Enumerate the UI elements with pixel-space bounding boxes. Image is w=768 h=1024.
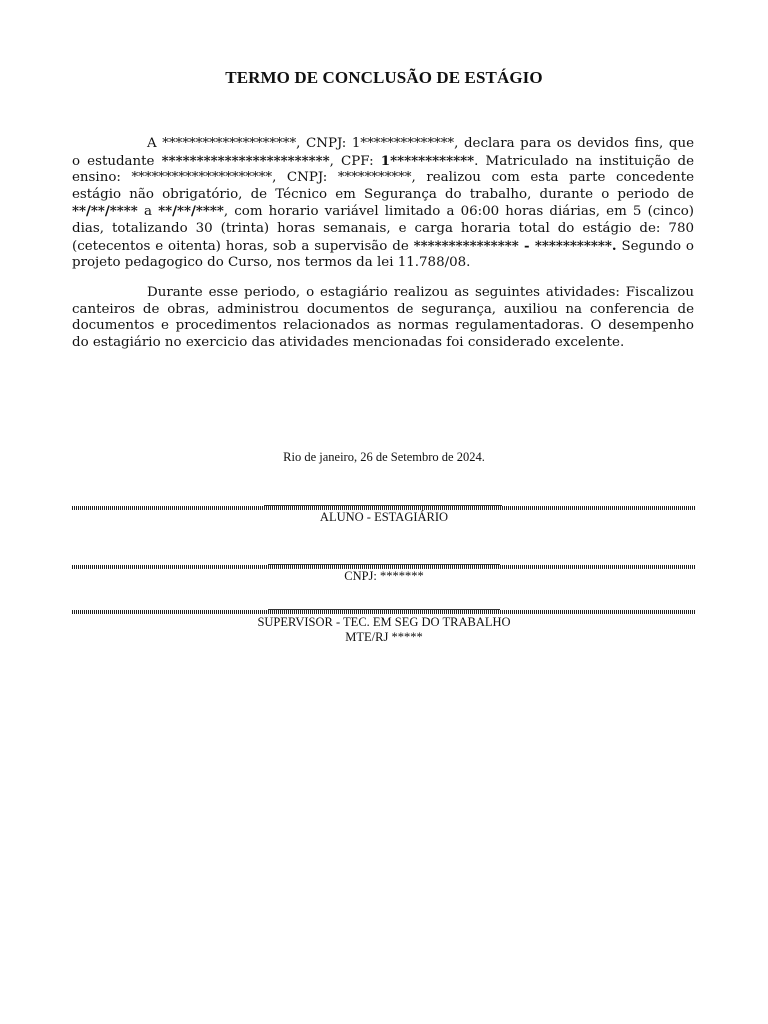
supervisor-name: *************** - ***********. <box>413 237 617 254</box>
signature-label-student: ALUNO - ESTAGIÁRIO <box>319 510 449 524</box>
signature-label-supervisor-registration: MTE/RJ ***** <box>345 630 423 644</box>
signature-divider-supervisor <box>72 610 696 614</box>
declaration-text-5: , com horario variável limitado a 06:00 horas diárias, em 5 (cinco) dias, totalizando 30 (trinta) horas semanais, e carga horaria total do estágio de: 780 (cetecentos e oitenta) horas, sob a supervisão de <box>72 204 694 254</box>
date-line: Rio de janeiro, 26 de Setembro de 2024. <box>283 450 485 464</box>
signature-label-supervisor: SUPERVISOR - TEC. EM SEG DO TRABALHO <box>257 615 511 629</box>
paragraph-declaration <box>72 136 694 272</box>
signature-label-company: CNPJ: ******* <box>344 569 424 583</box>
declaration-text-3: . Matriculado na instituição de ensino: *********************, CNPJ: ***********, realizou com esta parte concedente estágio não obrigatório, de Técnico em Segurança do trabalho, durante o periodo de <box>72 153 694 202</box>
student-cpf: 1************ <box>380 152 475 169</box>
student-name: ************************ <box>161 152 330 169</box>
declaration-text-6: Segundo o projeto pedagogico do Curso, nos termos da lei 11.788/08. <box>72 238 694 271</box>
period-start-date: **/**/**** <box>72 203 138 220</box>
declaration-text-4: a <box>137 204 159 220</box>
declaration-text-2: , CPF: <box>329 153 381 169</box>
declaration-text-1: A ********************, CNPJ: 1**************, declara para os devidos fins, que o estudante <box>72 136 694 169</box>
paragraph-activities: Durante esse periodo, o estagiário realizou as seguintes atividades: Fiscalizou canteiros de obras, administrou documentos de segurança, auxiliou na conferencia de documentos e procedimentos relacionados as normas regulamentadoras. O desempenho do estagiário no exercicio das atividades mencionadas foi considerado excelente. <box>72 285 694 350</box>
period-end-date: **/**/**** <box>158 203 224 220</box>
document-title: TERMO DE CONCLUSÃO DE ESTÁGIO <box>225 68 543 87</box>
